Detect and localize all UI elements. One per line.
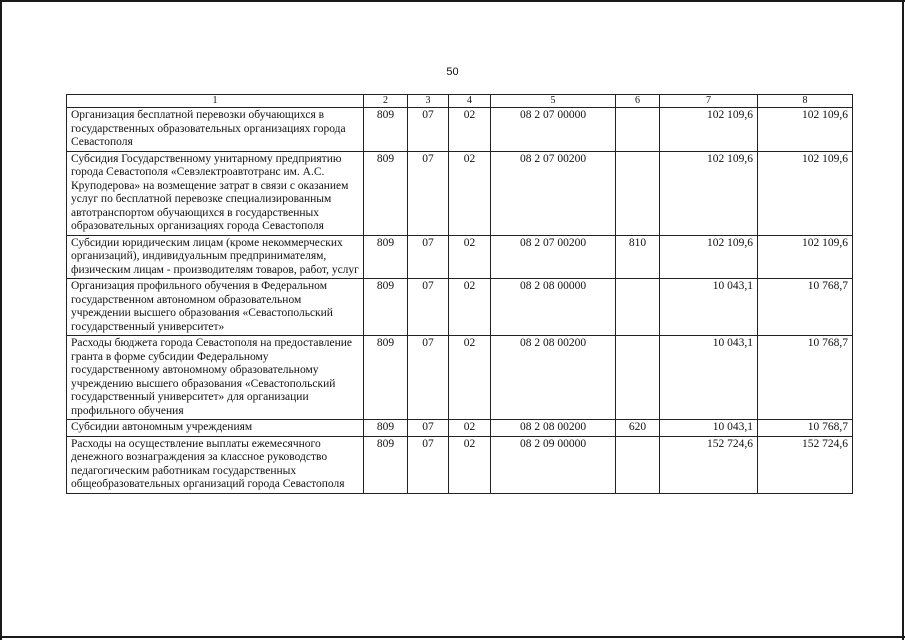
row-vr-code	[616, 279, 660, 336]
row-gr-code: 809	[364, 108, 408, 152]
row-gr-code: 809	[364, 336, 408, 420]
row-csr-code: 08 2 07 00000	[491, 108, 616, 152]
row-name: Организация профильного обучения в Федеральном государственном автономном образовательном учреждении высшего образования «Севастопольский государственный университет»	[67, 279, 364, 336]
row-sum-1: 102 109,6	[660, 151, 758, 235]
row-pr-code: 02	[449, 279, 491, 336]
row-sum-2: 10 768,7	[758, 336, 853, 420]
header-col-8: 8	[758, 95, 853, 108]
header-col-6: 6	[616, 95, 660, 108]
row-pr-code: 02	[449, 235, 491, 279]
row-gr-code: 809	[364, 420, 408, 437]
row-rz-code: 07	[408, 336, 449, 420]
scan-border-top	[0, 0, 905, 2]
row-vr-code	[616, 436, 660, 493]
row-vr-code	[616, 108, 660, 152]
row-vr-code	[616, 151, 660, 235]
row-sum-1: 10 043,1	[660, 420, 758, 437]
row-vr-code: 810	[616, 235, 660, 279]
table-row	[67, 436, 853, 493]
row-csr-code: 08 2 07 00200	[491, 151, 616, 235]
scan-border-left	[0, 0, 2, 640]
row-sum-1: 152 724,6	[660, 436, 758, 493]
row-name: Субсидии автономным учреждениям	[67, 420, 364, 437]
header-col-1: 1	[67, 95, 364, 108]
table-row	[67, 336, 853, 420]
row-pr-code: 02	[449, 436, 491, 493]
row-csr-code: 08 2 08 00200	[491, 336, 616, 420]
page-number: 50	[446, 66, 459, 78]
row-name: Расходы бюджета города Севастополя на предоставление гранта в форме субсидии Федеральному государственному автономному образовательному учреждению высшего образования «Севастопольский государственный университет» для организации профильного обучения	[67, 336, 364, 420]
header-col-3: 3	[408, 95, 449, 108]
row-pr-code: 02	[449, 151, 491, 235]
row-name: Организация бесплатной перевозки обучающихся в государственных образовательных организациях города Севастополя	[67, 108, 364, 152]
header-col-5: 5	[491, 95, 616, 108]
scan-border-right	[902, 0, 904, 640]
row-name: Субсидии юридическим лицам (кроме некоммерческих организаций), индивидуальным предпринимателям, физическим лицам - производителям товаров, работ, услуг	[67, 235, 364, 279]
row-vr-code: 620	[616, 420, 660, 437]
table-row	[67, 420, 853, 437]
row-rz-code: 07	[408, 151, 449, 235]
table-row	[67, 279, 853, 336]
header-col-4: 4	[449, 95, 491, 108]
row-sum-1: 10 043,1	[660, 336, 758, 420]
row-rz-code: 07	[408, 279, 449, 336]
row-sum-1: 102 109,6	[660, 108, 758, 152]
row-gr-code: 809	[364, 279, 408, 336]
row-sum-2: 152 724,6	[758, 436, 853, 493]
row-pr-code: 02	[449, 336, 491, 420]
row-sum-2: 10 768,7	[758, 420, 853, 437]
row-rz-code: 07	[408, 436, 449, 493]
scan-border-bottom	[0, 636, 905, 638]
row-pr-code: 02	[449, 420, 491, 437]
row-gr-code: 809	[364, 235, 408, 279]
row-sum-2: 102 109,6	[758, 151, 853, 235]
table-row	[67, 151, 853, 235]
row-rz-code: 07	[408, 420, 449, 437]
row-sum-2: 10 768,7	[758, 279, 853, 336]
row-rz-code: 07	[408, 235, 449, 279]
row-sum-2: 102 109,6	[758, 235, 853, 279]
row-name: Субсидия Государственному унитарному предприятию города Севастополя «Севэлектроавтотранс им. А.С. Круподерова» на возмещение затрат в связи с оказанием услуг по бесплатной перевозке специализированным автотранспортом обучающихся в государственных образовательных организациях города Севастополя	[67, 151, 364, 235]
row-rz-code: 07	[408, 108, 449, 152]
table-row	[67, 108, 853, 152]
row-sum-1: 102 109,6	[660, 235, 758, 279]
budget-table	[66, 94, 853, 494]
row-csr-code: 08 2 08 00200	[491, 420, 616, 437]
row-sum-2: 102 109,6	[758, 108, 853, 152]
row-csr-code: 08 2 07 00200	[491, 235, 616, 279]
header-col-7: 7	[660, 95, 758, 108]
row-gr-code: 809	[364, 436, 408, 493]
table-row	[67, 235, 853, 279]
row-name: Расходы на осуществление выплаты ежемесячного денежного вознаграждения за классное руководство педагогическим работникам государственных общеобразовательных организаций города Севастополя	[67, 436, 364, 493]
row-csr-code: 08 2 08 00000	[491, 279, 616, 336]
header-col-2: 2	[364, 95, 408, 108]
row-vr-code	[616, 336, 660, 420]
row-csr-code: 08 2 09 00000	[491, 436, 616, 493]
row-pr-code: 02	[449, 108, 491, 152]
row-gr-code: 809	[364, 151, 408, 235]
row-sum-1: 10 043,1	[660, 279, 758, 336]
table-header-row	[67, 95, 853, 108]
